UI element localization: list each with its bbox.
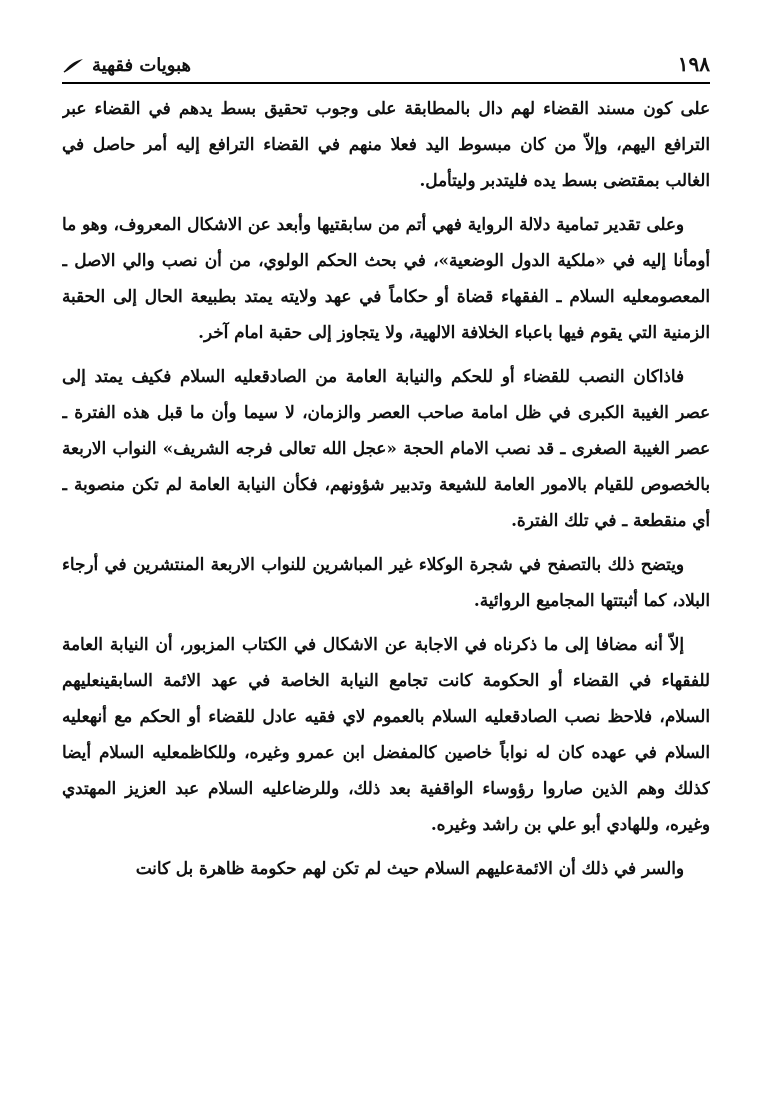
paragraph: إلاّ أنه مضافا إلى ما ذكرناه في الاجابة عن الاشكال في الكتاب المزبور، أن النيابة العامة للفقهاء في القضاء أو الحكومة كانت تجامع النيابة الخاصة في عهد الائمة السابقين‏عليهم السلام، فلاحظ نصب الصادق‏عليه السلام بالعموم لاي فقيه عادل للقضاء أو الحكم مع أنه‏عليه السلام في عهده كان له نواباً خاصين كالمفضل ابن عمرو وغيره، وللكاظم‏عليه السلام أيضا كذلك وهم الذين صاروا رؤوساء الواقفية بعد ذلك، وللرضا‏عليه السلام عبد العزيز المهتدي وغيره، وللهادي أبو علي بن راشد وغيره.	[62, 634, 710, 834]
paragraph: فاذاكان النصب للقضاء أو للحكم والنيابة العامة من الصادق‏عليه السلام فكيف يمتد إلى عصر الغيبة الكبرى في ظل امامة صاحب العصر والزمان، لا سيما وأن ما قبل هذه الفترة ـ عصر الغيبة الصغرى ـ قد نصب الامام الحجة «عجل الله تعالى فرجه الشريف» النواب الاربعة بالخصوص للقيام بالامور العامة للشيعة وتدبير شؤونهم، فكأن النيابة العامة لم تكن منصوبة ـ أي منقطعة ـ في تلك الفترة.	[62, 366, 710, 530]
header-divider	[62, 82, 710, 84]
page-number: ١٩٨	[677, 52, 710, 76]
paragraph: ويتضح ذلك بالتصفح في شجرة الوكلاء غير المباشرين للنواب الاربعة المنتشرين في أرجاء البلاد، كما أثبتتها المجاميع الروائية.	[62, 554, 710, 610]
book-title: هبويات فقهية	[92, 55, 192, 76]
paragraph: وعلى تقدير تمامية دلالة الرواية فهي أتم من سابقتيها وأبعد عن الاشكال المعروف، وهو ما أومأنا إليه في «ملكية الدول الوضعية»، في بحث الحكم الولوي، من أن نصب والي الاصل ـ المعصوم‏عليه السلام ـ الفقهاء قضاة أو حكاماً في عهد ولايته يمتد بطبيعة الحال إلى الحقبة الزمنية التي يقوم فيها باعباء الخلافة الالهية، ولا يتجاوز إلى حقبة امام آخر.	[62, 214, 710, 342]
quill-pen-icon	[62, 58, 84, 74]
paragraph: على كون مسند القضاء لهم دال بالمطابقة على وجوب تحقيق بسط يدهم في القضاء عبر الترافع اليهم، وإلاّ من كان مبسوط اليد فعلا منهم في القضاء الترافع إليه أمر حاصل في الغالب بمقتضى بسط يده فليتدبر وليتأمل.	[62, 98, 710, 190]
page-body	[62, 90, 710, 1080]
page-header	[62, 44, 710, 80]
running-title	[62, 55, 191, 80]
paragraph: والسر في ذلك أن الائمة‏عليهم السلام حيث لم تكن لهم حكومة ظاهرة بل كانت	[135, 858, 684, 878]
